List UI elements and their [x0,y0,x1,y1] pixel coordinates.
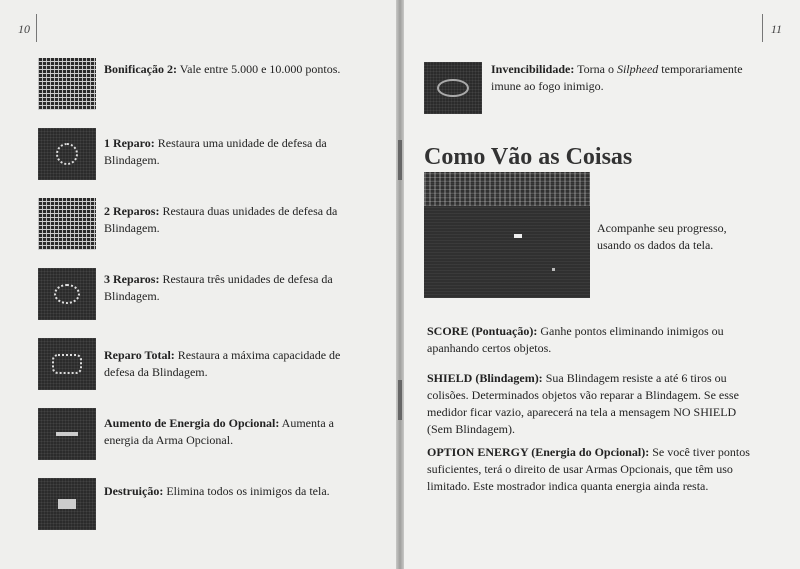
repair-3-icon [38,268,96,320]
item-text: Restaura duas unidades de defesa da Blindagem. [104,204,338,235]
paragraph-text: Ganhe pontos eliminando inimigos ou apanhando certos objetos. [427,324,724,355]
item-title: Invencibilidade: [491,62,575,76]
item-1-reparo [104,135,356,169]
full-repair-icon [38,338,96,390]
item-text-italic: Silpheed [616,62,659,76]
item-text: Aumenta a energia da Arma Opcional. [104,416,334,447]
paragraph-shield [427,370,762,438]
item-title: 2 Reparos: [104,204,160,218]
item-3-reparos [104,271,356,305]
item-title: Destruição: [104,484,164,498]
paragraph-title: SHIELD (Blindagem): [427,371,543,385]
page-number-left: 10 [18,22,30,36]
item-text: Restaura três unidades de defesa da Blindagem. [104,272,333,303]
page-corner-mark [762,14,763,42]
ship-sprite [514,234,522,238]
binding-mark [398,140,402,180]
page-corner-mark [36,14,37,42]
screenshot-caption: Acompanhe seu progresso, usando os dados da tela. [597,221,727,252]
item-title: Reparo Total: [104,348,175,362]
paragraph-text: Se você tiver pontos suficientes, terá o direito de usar Armas Opcionais, que têm uso limitado. Este mostrador indica quanta energia ainda resta. [427,445,750,493]
bonus-item-icon [38,58,96,110]
item-text: temporariamente imune ao fogo inimigo. [491,62,743,93]
item-title: Bonificação 2: [104,62,177,76]
item-2-reparos [104,203,356,237]
hud-area [424,172,590,206]
item-text: Torna o [574,62,617,76]
enemy-sprite [552,268,555,271]
item-text: Elimina todos os inimigos da tela. [163,484,330,498]
book-gutter [396,0,404,569]
page-number-right: 11 [770,22,782,36]
paragraph-option-energy [427,444,762,495]
item-text: Restaura a máxima capacidade de defesa da Blindagem. [104,348,341,379]
item-text: Restaura uma unidade de defesa da Blindagem. [104,136,327,167]
option-energy-icon [38,408,96,460]
binding-mark [398,380,402,420]
invincibility-icon [424,62,482,114]
item-bonificacao [104,61,356,78]
paragraph-text: Sua Blindagem resiste a até 6 tiros ou colisões. Determinados objetos vão reparar a Blindagem. Se esse medidor ficar vazio, aparecerá na tela a mensagem NO SHIELD (Sem Blindagem). [427,371,739,436]
paragraph-score [427,323,762,357]
item-invencibilidade [491,61,761,95]
item-reparo-total [104,347,356,381]
destruction-icon [38,478,96,530]
paragraph-title: OPTION ENERGY (Energia do Opcional): [427,445,650,459]
item-title: 1 Reparo: [104,136,155,150]
item-aumento-energia [104,415,356,449]
repair-1-icon [38,128,96,180]
item-title: 3 Reparos: [104,272,160,286]
item-title: Aumento de Energia do Opcional: [104,416,280,430]
item-text: Vale entre 5.000 e 10.000 pontos. [177,62,341,76]
section-title: Como Vão as Coisas [424,144,633,170]
game-screenshot [424,172,590,298]
item-destruicao [104,483,356,500]
repair-2-icon [38,198,96,250]
paragraph-title: SCORE (Pontuação): [427,324,538,338]
